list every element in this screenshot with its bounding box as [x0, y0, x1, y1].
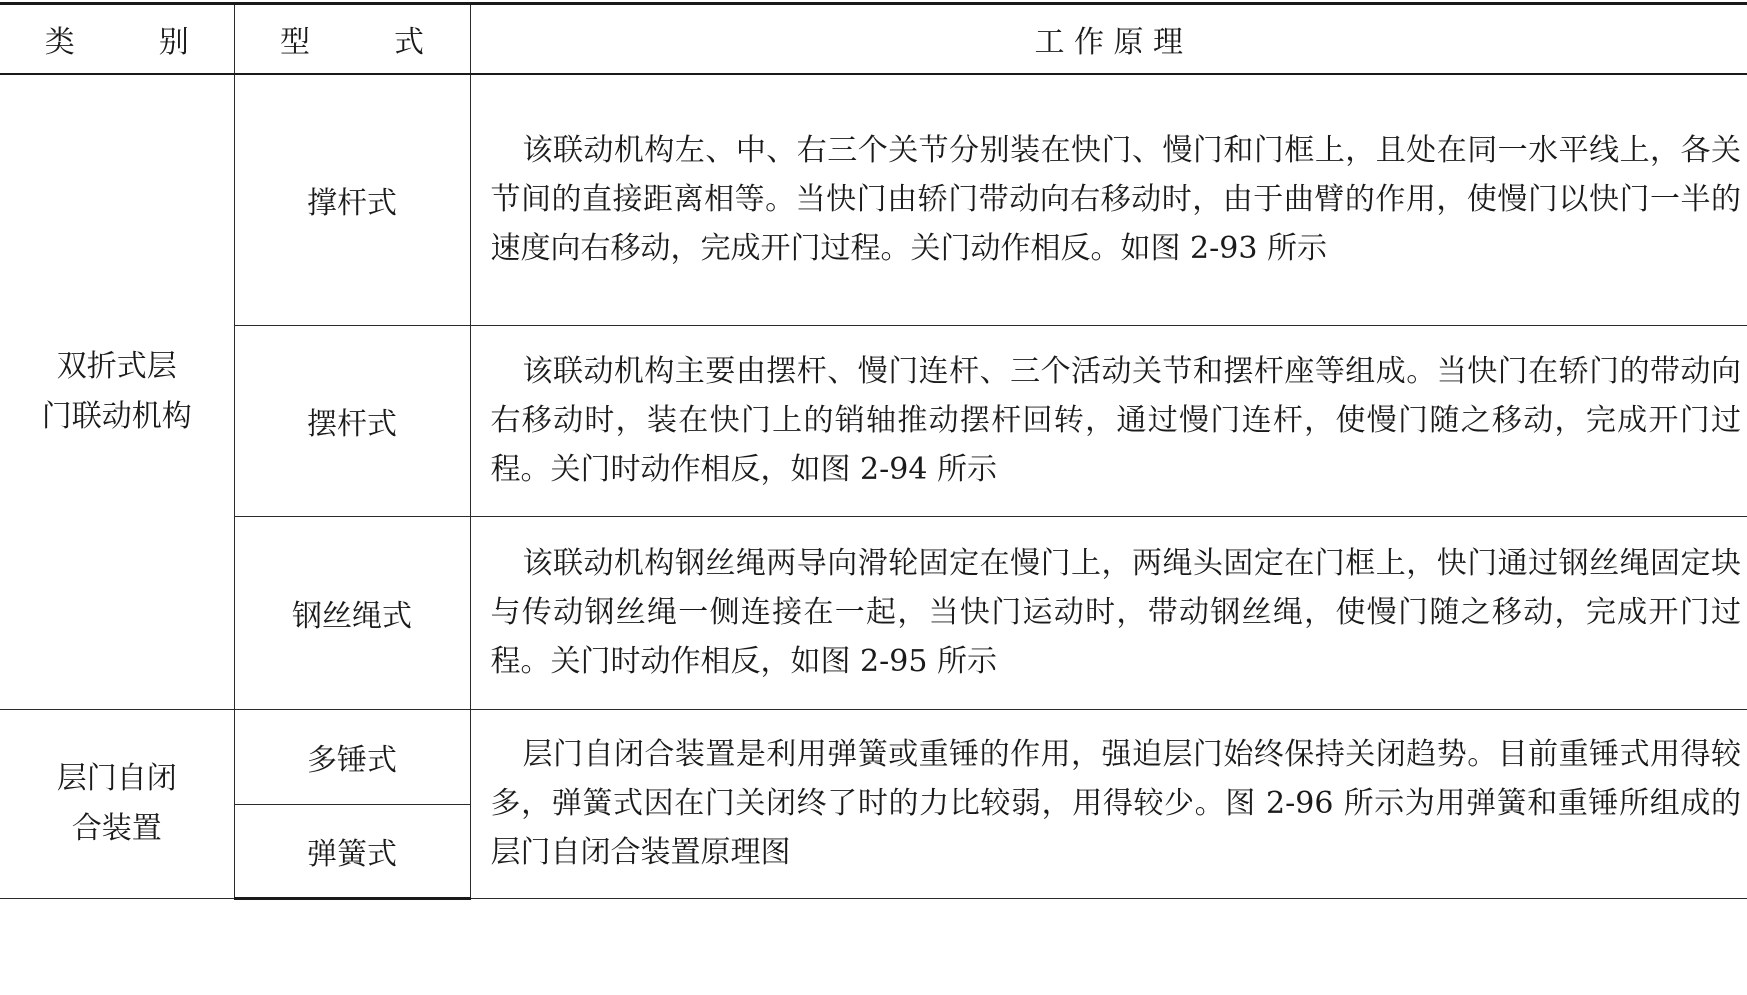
type-cell: 钢丝绳式 — [234, 516, 470, 709]
type-cell: 弹簧式 — [234, 804, 470, 898]
elevator-door-mechanism-table — [0, 2, 1747, 900]
type-cell: 多锤式 — [234, 709, 470, 804]
table-row — [0, 516, 1747, 709]
table-row — [0, 325, 1747, 516]
principle-cell-shared: 层门自闭合装置是利用弹簧或重锤的作用，强迫层门始终保持关闭趋势。目前重锤式用得较多，弹簧式因在门关闭终了时的力比较弱，用得较少。图 2-96 所示为用弹簧和重锤所组成的层门自闭合装置原理图 — [470, 709, 1747, 898]
principle-cell: 该联动机构钢丝绳两导向滑轮固定在慢门上，两绳头固定在门框上，快门通过钢丝绳固定块与传动钢丝绳一侧连接在一起，当快门运动时，带动钢丝绳，使慢门随之移动，完成开门过程。关门时动作相反，如图 2-95 所示 — [470, 516, 1747, 709]
header-category: 类 别 — [0, 4, 234, 75]
category-cell-self-closing: 层门自闭 合装置 — [0, 709, 234, 898]
principle-cell: 该联动机构左、中、右三个关节分别装在快门、慢门和门框上，且处在同一水平线上，各关节间的直接距离相等。当快门由轿门带动向右移动时，由于曲臂的作用，使慢门以快门一半的速度向右移动，完成开门过程。关门动作相反。如图 2-93 所示 — [470, 74, 1747, 325]
table-header-row — [0, 4, 1747, 75]
header-principle: 工 作 原 理 — [470, 4, 1747, 75]
type-cell: 撑杆式 — [234, 74, 470, 325]
principle-cell: 该联动机构主要由摆杆、慢门连杆、三个活动关节和摆杆座等组成。当快门在轿门的带动向右移动时，装在快门上的销轴推动摆杆回转，通过慢门连杆，使慢门随之移动，完成开门过程。关门时动作相反，如图 2-94 所示 — [470, 325, 1747, 516]
table-row — [0, 709, 1747, 804]
table-row — [0, 74, 1747, 325]
category-cell-double-fold: 双折式层 门联动机构 — [0, 74, 234, 709]
type-cell: 摆杆式 — [234, 325, 470, 516]
header-type: 型 式 — [234, 4, 470, 75]
